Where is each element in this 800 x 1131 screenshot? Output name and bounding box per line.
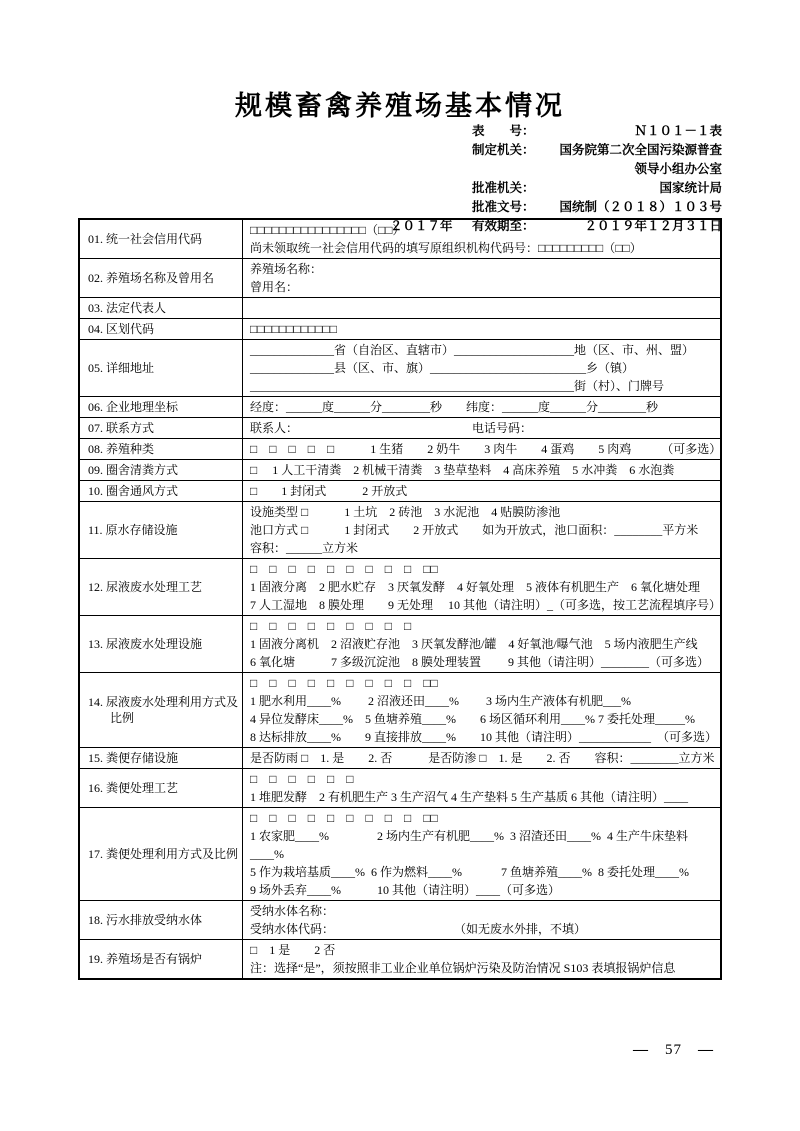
form-row-09-manure-cleaning-method [80, 459, 720, 480]
form-row-11-raw-water-storage [80, 501, 720, 558]
form-row-01-unified-social-credit-code [80, 220, 720, 258]
org-code-line: 尚未领取统一社会信用代码的填写原组织机构代码号：□□□□□□□□□（□□） [250, 241, 642, 255]
options-line: 1 固液分离机 2 沼液贮存池 3 厌氧发酵池/罐 4 好氧池/曝气池 5 场内液肥生产线 [250, 637, 698, 651]
address-province-line: ______________省（自治区、直辖市）____________________地（区、市、州、盟） [250, 343, 695, 357]
row-label: 04. 区划代码 [88, 322, 155, 336]
meta-pre [390, 160, 472, 179]
form-row-04-division-code [80, 318, 720, 339]
checkbox-options-line: 是否防雨 □ 1. 是 2. 否 是否防渗 □ 1. 是 2. 否 容积：________立方米 [250, 751, 715, 765]
pool-opening-line: 池口方式 □ 1 封闭式 2 开放式 如为开放式，池口面积：________平方米 [250, 523, 699, 537]
row-content [243, 460, 720, 480]
row-label: 15. 粪便存储设施 [88, 751, 179, 765]
row-label: 16. 粪便处理工艺 [88, 781, 179, 795]
meta-line-approval-document-number [390, 198, 722, 217]
checkbox-row: □ □ □ □ □ □ [250, 772, 354, 786]
row-content [243, 220, 720, 258]
row-content [243, 616, 720, 672]
row-label: 03. 法定代表人 [88, 301, 167, 315]
row-content [243, 481, 720, 501]
meta-value: 国家统计局 [659, 181, 722, 195]
meta-value: ２０１９年１２月３１日 [584, 219, 722, 233]
row-label: 06. 企业地理坐标 [88, 400, 179, 414]
page-title: 规模畜禽养殖场基本情况 [235, 91, 565, 121]
options-line: 7 人工湿地 8 膜处理 9 无处理 10 其他（请注明）_（可多选，按工艺流程填序号） [250, 598, 722, 612]
meta-label: 表 号： [472, 124, 535, 138]
row-label: 11. 原水存储设施 [88, 523, 178, 537]
form-row-14-urine-wastewater-utilization [80, 672, 720, 747]
meta-line-form-number [390, 122, 722, 141]
options-line: 9 场外丢弃____% 10 其他（请注明）____（可多选） [250, 883, 560, 897]
form-row-07-contact-info [80, 417, 720, 438]
form-row-13-urine-wastewater-treatment-facilities [80, 615, 720, 672]
checkbox-row: □ □ □ □ □ □ □ □ □ □□ [250, 562, 438, 576]
row-label: 05. 详细地址 [88, 361, 155, 375]
code-box-line: □□□□□□□□□□□□ [250, 322, 337, 336]
meta-line-issuing-agency [390, 141, 722, 160]
row-label: 09. 圈舍清粪方式 [88, 463, 179, 477]
form-row-17-manure-utilization [80, 807, 720, 900]
row-content [243, 259, 720, 297]
row-label: 19. 养殖场是否有锅炉 [88, 952, 203, 966]
volume-line: 容积：______立方米 [250, 541, 359, 555]
meta-value: Ｎ１０１－１表 [634, 124, 722, 138]
form-row-02-farm-name [80, 258, 720, 297]
meta-pre [390, 122, 472, 141]
row-content [243, 940, 720, 978]
coordinates-line: 经度：______度______分________秒 纬度：______度______分________秒 [250, 400, 659, 414]
row-label: 02. 养殖场名称及曾用名 [88, 271, 215, 285]
options-line: 6 氧化塘 7 多级沉淀池 8 膜处理装置 9 其他（请注明）________（可多选） [250, 655, 710, 669]
options-line: 1 固液分离 2 肥水贮存 3 厌氧发酵 4 好氧处理 5 液体有机肥生产 6 氧化塘处理 [250, 580, 701, 594]
form-row-15-manure-storage [80, 747, 720, 768]
address-county-line: ______________县（区、市、旗）__________________________乡（镇） [250, 361, 635, 375]
row-label: 17. 粪便处理利用方式及比例 [88, 847, 239, 861]
row-label: 08. 养殖种类 [88, 442, 155, 456]
options-line: 4 异位发酵床____% 5 鱼塘养殖____% 6 场区循环利用____% 7 委托处理_____% [250, 712, 695, 726]
page-number-dash-right: — [698, 1042, 714, 1058]
meta-label [472, 160, 544, 179]
meta-value: 领导小组办公室 [634, 162, 722, 176]
meta-line-issuing-agency-cont [390, 160, 722, 179]
row-content [243, 319, 720, 339]
page-number-value: 57 [665, 1042, 682, 1058]
row-content [243, 808, 720, 900]
options-line: 8 达标排放____% 9 直接排放____% 10 其他（请注明）____________ （可多选） [250, 730, 717, 744]
meta-pre [390, 198, 472, 217]
address-street-line: ______________________________________________________街（村）、门牌号 [250, 379, 665, 393]
options-line: 5 作为栽培基质____% 6 作为燃料____% 7 鱼塘养殖____% 8 委托处理____% [250, 865, 689, 879]
row-label: 13. 尿液废水处理设施 [88, 637, 203, 651]
row-label: 10. 圈舍通风方式 [88, 484, 179, 498]
form-row-12-urine-wastewater-treatment-process [80, 558, 720, 615]
meta-label: 制定机关： [472, 143, 535, 157]
checkbox-options-line: □ 1 是 2 否 [250, 943, 336, 957]
farm-name-field: 养殖场名称： [250, 262, 323, 276]
row-content [243, 502, 720, 558]
form-row-08-livestock-types [80, 438, 720, 459]
meta-label: 批准机关： [472, 181, 535, 195]
water-body-name-field: 受纳水体名称： [250, 904, 335, 918]
meta-label: 有效期至： [472, 219, 535, 233]
meta-year: ２０１７年 [390, 219, 453, 233]
row-content [243, 559, 720, 615]
form-row-06-geographic-coordinates [80, 396, 720, 417]
row-content [243, 439, 720, 459]
former-name-field: 曾用名： [250, 280, 299, 294]
form-row-10-ventilation-method [80, 480, 720, 501]
row-content [243, 673, 720, 747]
form-row-05-detailed-address [80, 339, 720, 396]
note-line: 注：选择“是”，须按照非工业企业单位锅炉污染及防治情况 S103 表填报锅炉信息 [250, 961, 676, 975]
row-label: 14. 尿液废水处理利用方式及比例 [88, 695, 239, 725]
row-content [243, 397, 720, 417]
row-content [243, 418, 720, 438]
code-box-line: □□□□□□□□□□□□□□□□（□□） [250, 223, 405, 237]
row-content [243, 748, 720, 768]
meta-value: 国务院第二次全国污染源普查 [559, 143, 722, 157]
facility-type-line: 设施类型 □ 1 土坑 2 砖池 3 水泥池 4 贴膜防渗池 [250, 505, 561, 519]
row-content [243, 298, 720, 318]
contact-line: 联系人： 电话号码： [250, 421, 533, 435]
meta-value: 国统制（２０１８）１０３号 [559, 200, 722, 214]
form-row-16-manure-treatment-process [80, 768, 720, 807]
options-line: 1 农家肥____% 2 场内生产有机肥____% 3 沼渣还田____% 4 生产牛床垫料____% [250, 829, 688, 861]
meta-line-approving-agency [390, 179, 722, 198]
page-number-dash-left: — [633, 1042, 649, 1058]
form-row-19-boiler [80, 939, 720, 978]
form-row-18-receiving-water-body [80, 900, 720, 939]
options-line: 1 肥水利用____% 2 沼液还田____% 3 场内生产液体有机肥___% [250, 694, 631, 708]
checkbox-options-line: □ □ □ □ □ 1 生猪 2 奶牛 3 肉牛 4 蛋鸡 5 肉鸡 （可多选） [250, 442, 722, 456]
checkbox-row: □ □ □ □ □ □ □ □ □ □□ [250, 676, 438, 690]
checkbox-options-line: □ 1 封闭式 2 开放式 [250, 484, 408, 498]
meta-pre [390, 179, 472, 198]
options-line: 1 堆肥发酵 2 有机肥生产 3 生产沼气 4 生产垫料 5 生产基质 6 其他（请注明）____ [250, 790, 689, 804]
row-label: 01. 统一社会信用代码 [88, 232, 203, 246]
row-label: 12. 尿液废水处理工艺 [88, 580, 203, 594]
meta-pre [390, 141, 472, 160]
row-label: 07. 联系方式 [88, 421, 155, 435]
checkbox-options-line: □ 1 人工干清粪 2 机械干清粪 3 垫草垫料 4 高床养殖 5 水冲粪 6 水泡粪 [250, 463, 675, 477]
form-row-03-legal-representative [80, 297, 720, 318]
meta-label: 批准文号： [472, 200, 535, 214]
row-content [243, 340, 720, 396]
row-label: 18. 污水排放受纳水体 [88, 913, 203, 927]
row-content [243, 901, 720, 939]
checkbox-row: □ □ □ □ □ □ □ □ □ [250, 619, 412, 633]
page-number [633, 1042, 714, 1059]
checkbox-row: □ □ □ □ □ □ □ □ □ □□ [250, 811, 438, 825]
row-content [243, 769, 720, 807]
form-table [78, 218, 722, 980]
water-body-code-field: 受纳水体代码： （如无废水外排，不填） [250, 922, 587, 936]
blank-field [250, 299, 716, 317]
